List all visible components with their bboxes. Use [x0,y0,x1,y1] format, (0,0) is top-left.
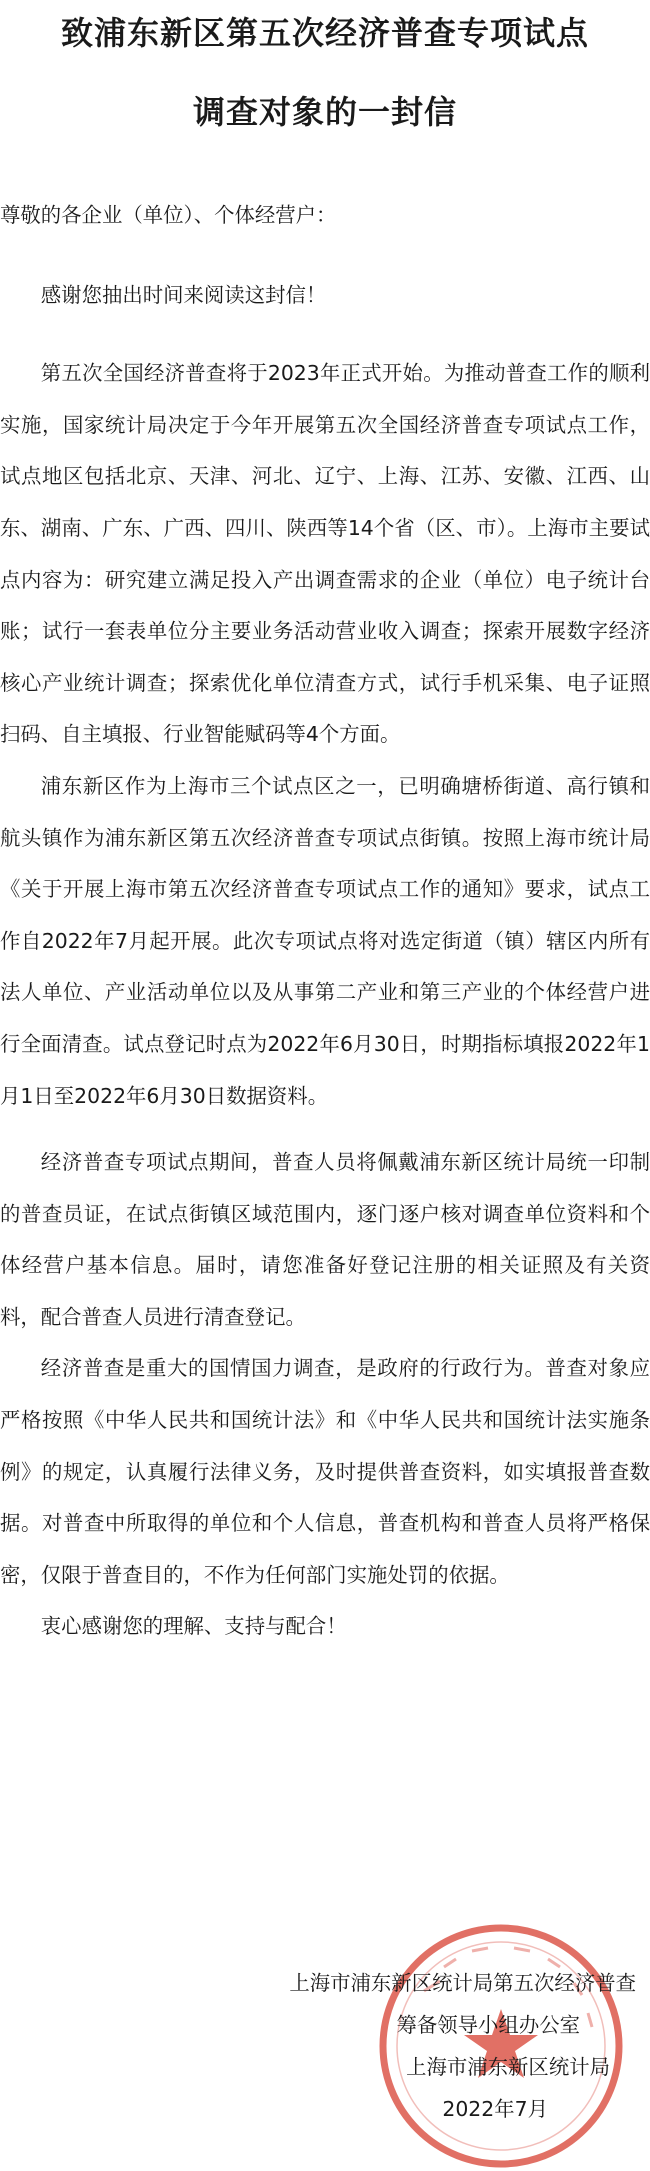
paragraph-census-intro: 第五次全国经济普查将于2023年正式开始。为推动普查工作的顺利实施，国家统计局决定于今年开展第五次全国经济普查专项试点工作，试点地区包括北京、天津、河北、辽宁、上海、江苏、安徽、江西、山东、湖南、广东、广西、四川、陕西等14个省（区、市）。上海市主要试点内容为：研究建立满足投入产出调查需求的企业（单位）电子统计台账；试行一套表单位分主要业务活动营业收入调查；探索开展数字经济核心产业统计调查；探索优化单位清查方式，试行手机采集、电子证照扫码、自主填报、行业智能赋码等4个方面。 [0,361,650,747]
paragraph-thanks: 感谢您抽出时间来阅读这封信！ [40,282,327,307]
letter-title-line-1: 致浦东新区第五次经济普查专项试点 [60,14,589,52]
letter-title-line-2: 调查对象的一封信 [192,93,457,131]
paragraph-closing-thanks: 衷心感谢您的理解、支持与配合！ [40,1614,347,1639]
signature-block [216,1962,636,2130]
paragraph-legal-obligation: 经济普查是重大的国情国力调查，是政府的行政行为。普查对象应严格按照《中华人民共和国统计法》和《中华人民共和国统计法实施条例》的规定，认真履行法律义务，及时提供普查资料，如实填报普查数据。对普查中所取得的单位和个人信息，普查机构和普查人员将严格保密，仅限于普查目的，不作为任何部门实施处罚的依据。 [0,1356,650,1587]
signature-org-bureau-office: 上海市浦东新区统计局第五次经济普查 [289,1971,636,1995]
paragraph-census-staff: 经济普查专项试点期间，普查人员将佩戴浦东新区统计局统一印制的普查员证，在试点街镇区域范围内，逐门逐户核对调查单位资料和个体经营户基本信息。届时，请您准备好登记注册的相关证照及有关资料，配合普查人员进行清查登记。 [0,1150,650,1329]
signature-date: 2022年7月 [442,2097,548,2121]
signature-org-statistics-bureau: 上海市浦东新区统计局 [406,2055,610,2079]
letter-body [0,190,650,1653]
salutation: 尊敬的各企业（单位）、个体经营户： [0,203,337,227]
paragraph-pudong-pilot: 浦东新区作为上海市三个试点区之一，已明确塘桥街道、高行镇和航头镇作为浦东新区第五次经济普查专项试点街镇。按照上海市统计局《关于开展上海市第五次经济普查专项试点工作的通知》要求，试点工作自2022年7月起开展。此次专项试点将对选定街道（镇）辖区内所有法人单位、产业活动单位以及从事第二产业和第三产业的个体经营户进行全面清查。试点登记时点为2022年6月30日，时期指标填报2022年1月1日至2022年6月30日数据资料。 [0,773,650,1108]
signature-org-preparation-office: 筹备领导小组办公室 [396,2013,580,2037]
